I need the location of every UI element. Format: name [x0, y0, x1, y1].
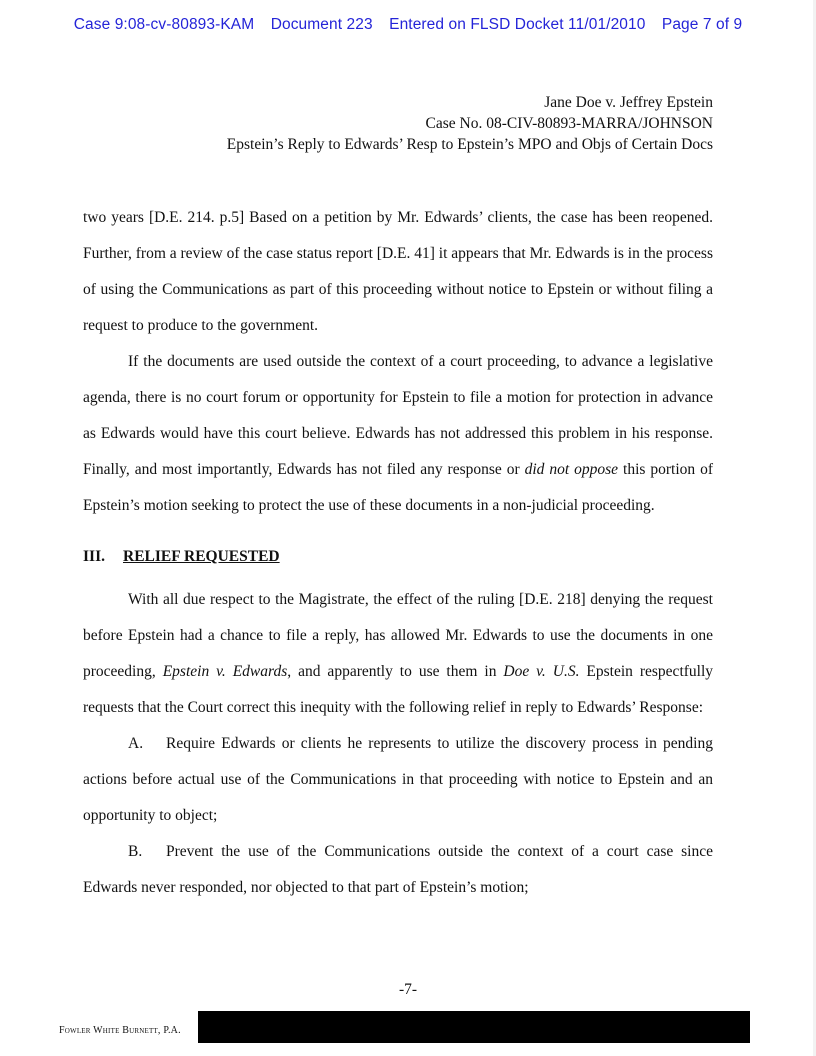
item-b-text: Prevent the use of the Communications outside the context of a court case since Edwards never responded, nor objected to that part of Epstein’s motion; — [83, 843, 713, 896]
section-heading — [83, 547, 713, 567]
case-name-epstein-v-edwards: Epstein v. Edwards — [162, 663, 288, 680]
section-number: III. — [83, 548, 105, 565]
paragraph-2 — [83, 344, 713, 524]
case-caption — [227, 92, 713, 155]
item-a-text: Require Edwards or clients he represents to utilize the discovery process in pending actions before actual use of the Communications in that proceeding with notice to Epstein and an opportunity to object; — [83, 735, 713, 824]
docket-stamp — [0, 16, 816, 34]
paragraph-3-text-c: Epstein respectfully requests that the Court correct this inequity with the following relief in reply to Edwards’ Response: — [83, 663, 714, 716]
item-b-label: B. — [128, 843, 143, 860]
list-item — [83, 726, 713, 834]
relief-item-a — [83, 726, 713, 834]
page-number: -7- — [398, 981, 418, 998]
stamp-document: Document 223 — [270, 16, 373, 33]
paragraph-continuation — [83, 200, 713, 344]
caption-document-title: Epstein’s Reply to Edwards’ Resp to Epstein’s MPO and Objs of Certain Docs — [226, 136, 713, 153]
paragraph-1: two years [D.E. 214. p.5] Based on a petition by Mr. Edwards’ clients, the case has been reopened. Further, from a review of the case status report [D.E. 41] it appears that Mr. Edwards is in the process of using the Communications as part of this proceeding without notice to Epstein or without filing a request to produce to the government. — [83, 209, 713, 334]
stamp-entered: Entered on FLSD Docket 11/01/2010 — [389, 16, 646, 33]
list-item — [83, 834, 713, 906]
section-title: RELIEF REQUESTED — [123, 548, 280, 565]
paragraph-2-emphasis: did not oppose — [524, 461, 619, 478]
paragraph-3-text-a: With all due respect to the Magistrate, the effect of the ruling [D.E. 218] denying the request before Epstein had a chance to file a reply, has allowed Mr. Edwards to use the documents in one proceeding, — [83, 591, 713, 680]
stamp-case: Case 9:08-cv-80893-KAM — [73, 16, 255, 33]
firm-name: Fowler White Burnett, P.A. — [59, 1025, 181, 1036]
paragraph-2-text-b: this portion of Epstein’s motion seeking to protect the use of these documents in a non-judicial proceeding. — [83, 461, 713, 514]
paragraph-2-text-a: If the documents are used outside the context of a court proceeding, to advance a legislative agenda, there is no court forum or opportunity for Epstein to file a motion for protection in advance as Edwards would have this court believe. Edwards has not addressed this problem in his response. Finally, and most importantly, Edwards has not filed any response or — [83, 353, 713, 478]
paragraph-legislative — [83, 344, 713, 524]
caption-case-number: Case No. 08-CIV-80893-MARRA/JOHNSON — [425, 115, 713, 132]
page-footer — [0, 1011, 816, 1043]
stamp-page: Page 7 of 9 — [661, 16, 743, 33]
paragraph-relief — [83, 582, 713, 726]
caption-parties: Jane Doe v. Jeffrey Epstein — [544, 94, 713, 111]
relief-item-b — [83, 834, 713, 906]
paragraph-3-text-b: , and apparently to use them in — [287, 663, 504, 680]
item-a-label: A. — [128, 735, 144, 752]
case-name-doe-v-us: Doe v. U.S. — [503, 663, 580, 680]
paragraph-3 — [83, 582, 713, 726]
redaction-bar — [198, 1011, 750, 1043]
